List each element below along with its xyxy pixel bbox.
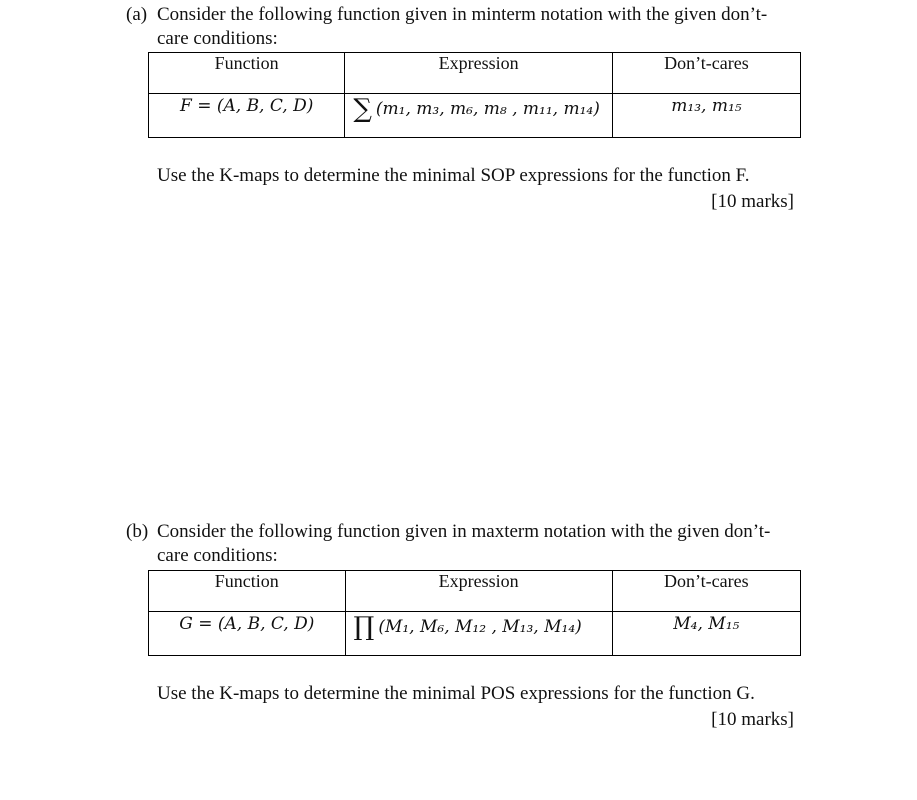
dont-cares-cell: m₁₃, m₁₅ <box>612 94 800 138</box>
part-a-intro <box>157 3 817 51</box>
part-a-intro-line2: care conditions: <box>157 28 278 49</box>
table-header-row <box>149 571 801 612</box>
header-function: Function <box>149 53 345 94</box>
header-expression: Expression <box>345 571 612 612</box>
part-b-intro <box>157 520 817 568</box>
maxterm-list: (M₁, M₆, M₁₂ , M₁₃, M₁₄) <box>378 617 582 637</box>
table-row <box>149 612 801 656</box>
function-cell: G = (A, B, C, D) <box>149 612 346 656</box>
part-a-label: (a) <box>126 4 148 25</box>
header-expression: Expression <box>345 53 613 94</box>
part-a-intro-line1: Consider the following function given in minterm notation with the given don’t- <box>157 4 768 25</box>
header-dont-cares: Don’t-cares <box>612 53 800 94</box>
product-symbol: ∏ <box>353 612 375 642</box>
part-a-marks: [10 marks] <box>711 191 794 212</box>
part-b-table <box>148 570 801 656</box>
part-a-instruction: Use the K-maps to determine the minimal SOP expressions for the function F. <box>157 165 750 186</box>
part-a-table <box>148 52 801 138</box>
minterm-list: (m₁, m₃, m₆, m₈ , m₁₁, m₁₄) <box>375 99 600 119</box>
sum-symbol: ∑ <box>353 94 372 124</box>
part-b-question <box>126 520 826 568</box>
part-b-intro-line1: Consider the following function given in maxterm notation with the given don’t- <box>157 521 771 542</box>
function-cell: F = (A, B, C, D) <box>149 94 345 138</box>
header-function: Function <box>149 571 346 612</box>
expression-cell <box>345 94 613 138</box>
expression-cell <box>345 612 612 656</box>
dont-cares-cell: M₄, M₁₅ <box>612 612 800 656</box>
part-a-question <box>126 3 826 51</box>
part-b-intro-line2: care conditions: <box>157 545 278 566</box>
part-b-marks: [10 marks] <box>711 709 794 730</box>
table-row <box>149 94 801 138</box>
header-dont-cares: Don’t-cares <box>612 571 800 612</box>
part-b-label: (b) <box>126 521 149 542</box>
table-header-row <box>149 53 801 94</box>
part-b-instruction: Use the K-maps to determine the minimal POS expressions for the function G. <box>157 683 755 704</box>
